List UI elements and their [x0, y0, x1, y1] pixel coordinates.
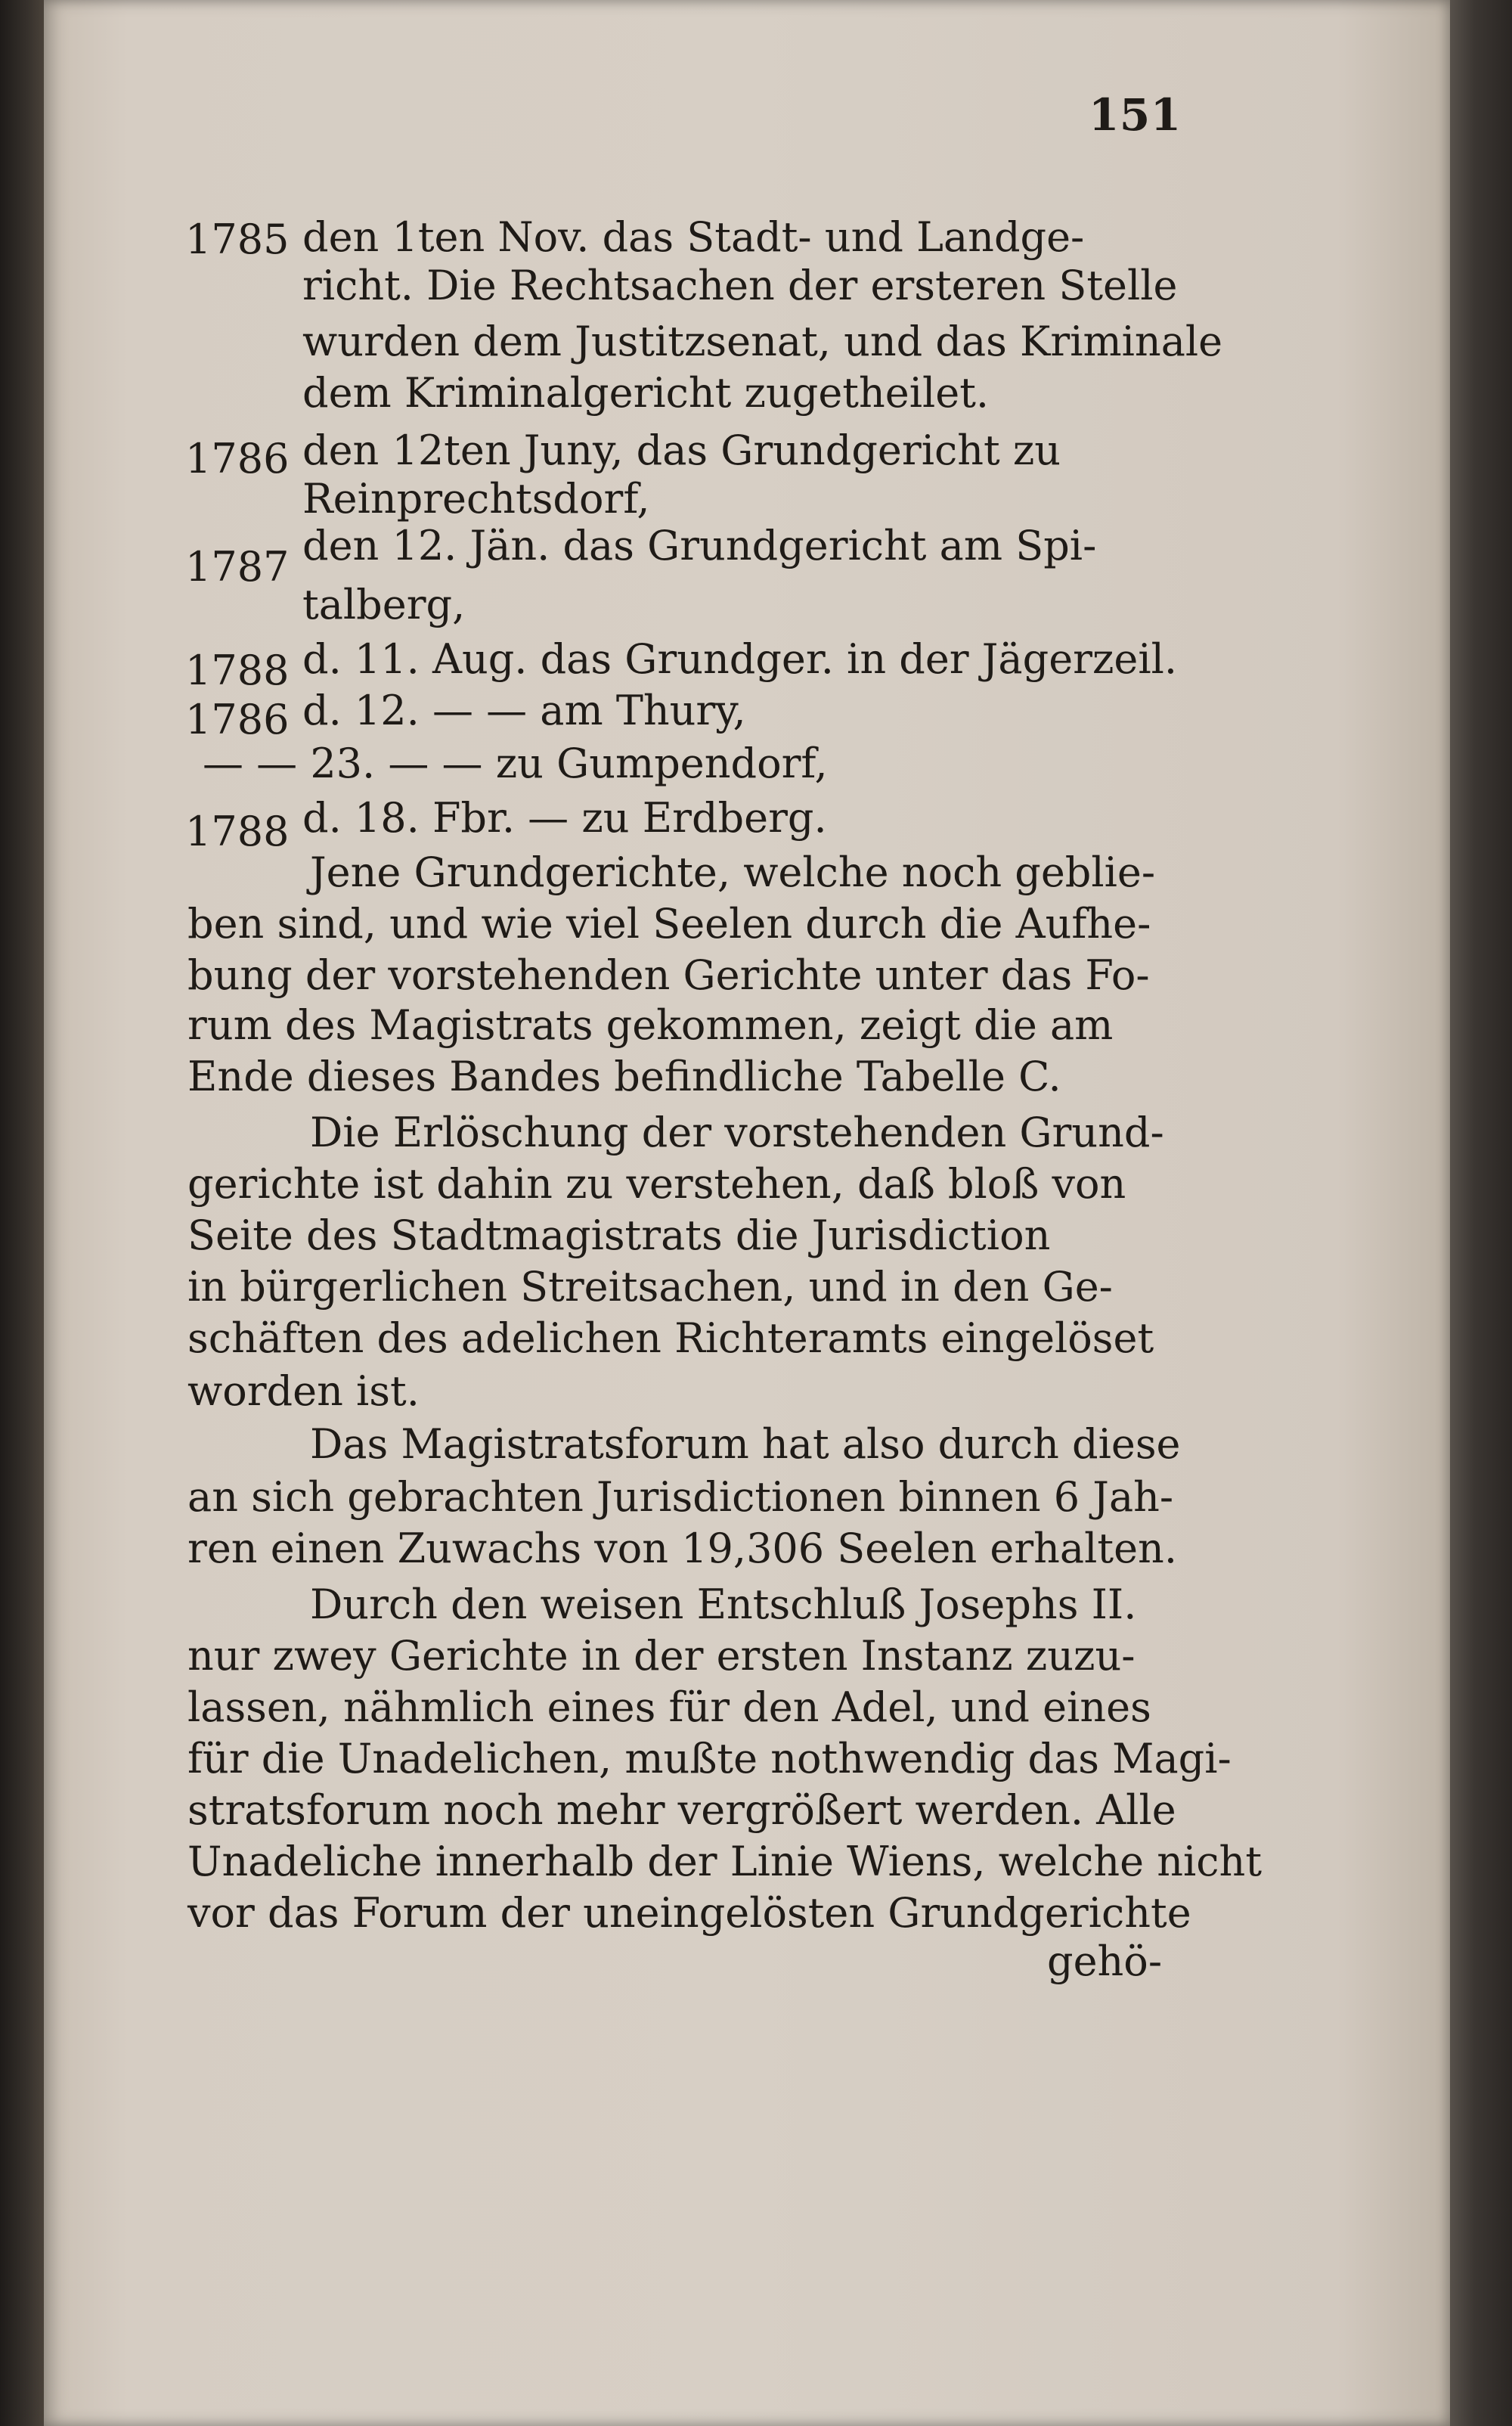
entry-line: — — 23. — — zu Gumpendorf,	[203, 740, 828, 787]
entry-line: dem Kriminalgericht zugetheilet.	[302, 369, 990, 417]
entry-year: 1788	[185, 647, 290, 694]
paragraph-line: Unadeliche innerhalb der Linie Wiens, welche nicht	[187, 1838, 1263, 1885]
paragraph-line: ren einen Zuwachs von 19,306 Seelen erhalten.	[187, 1525, 1177, 1572]
book-cover-left	[0, 0, 44, 2426]
entry-year: 1786	[185, 435, 290, 482]
paragraph-line: rum des Magistrats gekommen, zeigt die am	[187, 1001, 1114, 1049]
entry-line: Reinprechtsdorf,	[302, 475, 650, 523]
paragraph-line: in bürgerlichen Streitsachen, und in den Ge-	[187, 1263, 1113, 1311]
book-edge-right	[1450, 0, 1512, 2426]
entry-year: 1787	[185, 543, 290, 591]
paragraph-line: für die Unadelichen, mußte nothwendig das Magi-	[187, 1735, 1232, 1782]
entry-line: den 12ten Juny, das Grundgericht zu	[302, 427, 1061, 474]
paragraph-line: stratsforum noch mehr vergrößert werden. Alle	[187, 1786, 1176, 1834]
paragraph-line: bung der vorstehenden Gerichte unter das Fo-	[187, 951, 1150, 999]
entry-line: den 1ten Nov. das Stadt- und Landge-	[302, 213, 1085, 261]
entry-line: d. 18. Fbr. — zu Erdberg.	[302, 794, 827, 842]
paragraph-line: schäften des adelichen Richteramts eingelöset	[187, 1314, 1154, 1362]
paragraph-line: gerichte ist dahin zu verstehen, daß bloß von	[187, 1160, 1126, 1208]
entry-line: wurden dem Justitzsenat, und das Kriminale	[302, 318, 1223, 365]
paragraph-line: Jene Grundgerichte, welche noch geblie-	[310, 848, 1156, 896]
paragraph-line: an sich gebrachten Jurisdictionen binnen 6 Jah-	[187, 1473, 1174, 1521]
paragraph-line: Durch den weisen Entschluß Josephs II.	[310, 1581, 1137, 1628]
entry-year: 1788	[185, 808, 290, 855]
paragraph-line: Die Erlöschung der vorstehenden Grund-	[310, 1109, 1164, 1156]
entry-line: d. 12. — — am Thury,	[302, 687, 746, 734]
entry-line: d. 11. Aug. das Grundger. in der Jägerzeil.	[302, 635, 1178, 683]
paragraph-line: Ende dieses Bandes befindliche Tabelle C.	[187, 1053, 1061, 1100]
paragraph-line: lassen, nähmlich eines für den Adel, und eines	[187, 1683, 1151, 1731]
entry-line: talberg,	[302, 581, 466, 628]
catchword: gehö-	[1047, 1937, 1163, 1985]
entry-year: 1786	[185, 696, 290, 743]
paragraph-line: nur zwey Gerichte in der ersten Instanz zuzu-	[187, 1632, 1136, 1680]
entry-line: richt. Die Rechtsachen der ersteren Stelle	[302, 262, 1178, 309]
paragraph-line: Seite des Stadtmagistrats die Jurisdiction	[187, 1211, 1051, 1259]
paragraph-line: worden ist.	[187, 1367, 420, 1415]
paragraph-line: vor das Forum der uneingelösten Grundgerichte	[187, 1889, 1191, 1937]
paragraph-line: ben sind, und wie viel Seelen durch die Aufhe-	[187, 900, 1151, 948]
entry-year: 1785	[185, 216, 290, 263]
paragraph-line: Das Magistratsforum hat also durch diese	[310, 1420, 1181, 1468]
page-number: 151	[1089, 89, 1182, 141]
entry-line: den 12. Jän. das Grundgericht am Spi-	[302, 522, 1097, 569]
